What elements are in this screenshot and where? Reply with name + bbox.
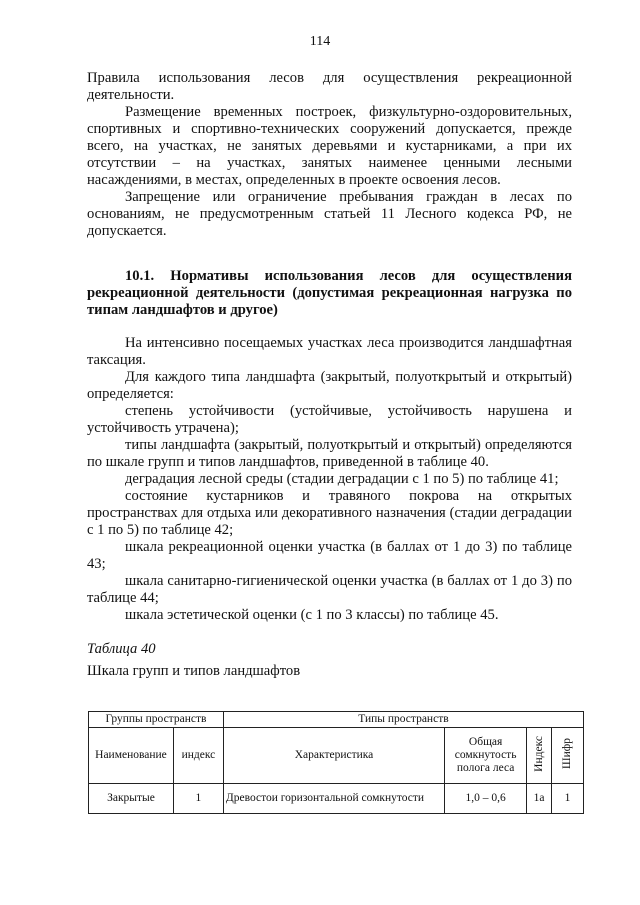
col-code [552,728,584,784]
paragraph: На интенсивно посещаемых участках леса производится ландшафтная таксация. [87,335,572,368]
table-row [89,784,584,814]
cell-code: 1 [552,784,584,814]
cell-type-index: 1а [527,784,552,814]
landscape-types-table [88,711,584,814]
cell-density: 1,0 – 0,6 [445,784,527,814]
types-header: Типы пространств [223,712,583,728]
col-name: Наименование [89,728,174,784]
section-heading: 10.1. Нормативы использования лесов для осуществления рекреационной деятельности (допустимая рекреационная нагрузка по типам ландшафтов и другое) [87,268,572,318]
col-code-label: Шифр [561,738,574,769]
paragraph: Размещение временных построек, физкультурно-оздоровительных, спортивных и спортивно-технических сооружений допускается, прежде всего, на участках, не занятых деревьями и кустарниками, а при их отсутствии – на участках, занятых наименее ценными лесными насаждениями, в местах, определенных в проекте освоения лесов. [87,104,572,188]
list-item: типы ландшафта (закрытый, полуоткрытый и открытый) определяются по шкале групп и типов ландшафтов, приведенной в таблице 40. [87,437,572,470]
paragraph: Правила использования лесов для осуществления рекреационной деятельности. [87,70,572,103]
list-item: деградация лесной среды (стадии деградации с 1 по 5) по таблице 41; [125,471,559,487]
list-item: состояние кустарников и травяного покрова на открытых пространствах для отдыха или декоративного назначения (стадии деградации с 1 по 5) по таблице 42; [87,488,572,538]
paragraph: Для каждого типа ландшафта (закрытый, полуоткрытый и открытый) определяется: [87,369,572,402]
col-density: Общая сомкнутость полога леса [445,728,527,784]
col-type-index-label: Индекс [532,735,545,772]
cell-characteristic: Древостои горизонтальной сомкнутости [223,784,444,814]
list-item: шкала санитарно-гигиенической оценки участка (в баллах от 1 до 3) по таблице 44; [87,573,572,606]
cell-name: Закрытые [89,784,174,814]
list-item: шкала рекреационной оценки участка (в баллах от 1 до 3) по таблице 43; [87,539,572,572]
list-item: шкала эстетической оценки (с 1 по 3 классы) по таблице 45. [125,607,499,623]
document-body [87,70,572,680]
group-header: Группы пространств [89,712,224,728]
page-number: 114 [309,34,331,49]
col-type-index [527,728,552,784]
col-characteristic: Характеристика [223,728,444,784]
paragraph: Запрещение или ограничение пребывания граждан в лесах по основаниям, не предусмотренным статьей 11 Лесного кодекса РФ, не допускается. [87,189,572,239]
col-index: индекс [173,728,223,784]
cell-index: 1 [173,784,223,814]
table-caption: Таблица 40 [87,641,156,657]
table-title: Шкала групп и типов ландшафтов [87,663,301,679]
list-item: степень устойчивости (устойчивые, устойчивость нарушена и устойчивость утрачена); [87,403,572,436]
